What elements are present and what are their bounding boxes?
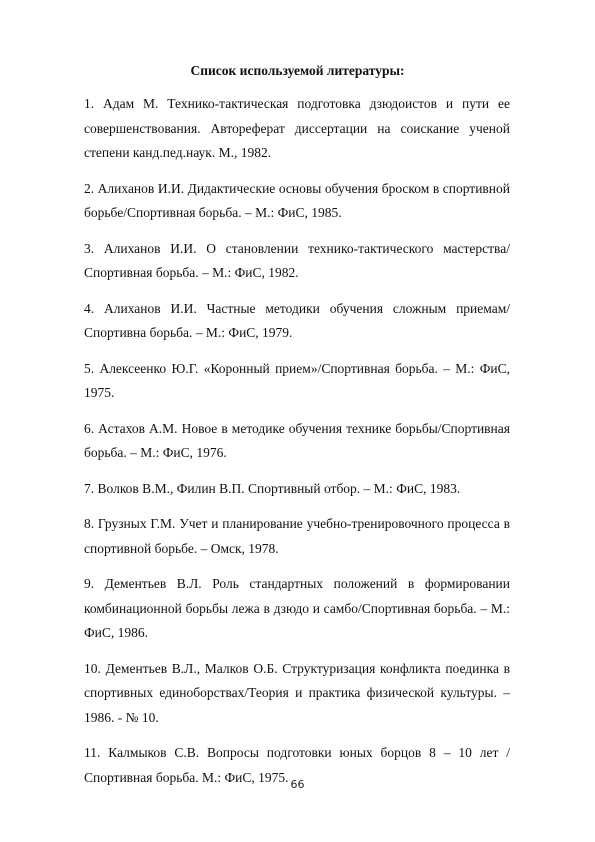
reference-list bbox=[84, 92, 510, 801]
page-number: 66 bbox=[290, 778, 305, 791]
reference-item-7: 7. Волков В.М., Филин В.П. Спортивный отбор. – М.: ФиС, 1983. bbox=[84, 480, 461, 496]
reference-item-3: 3. Алиханов И.И. О становлении технико-тактического мастерства/Спортивная борьба. – М.: ФиС, 1982. bbox=[84, 240, 510, 280]
reference-item-8: 8. Грузных Г.М. Учет и планирование учебно-тренировочного процесса в спортивной борьбе. – Омск, 1978. bbox=[84, 516, 510, 556]
reference-item-5: 5. Алексеенко Ю.Г. «Коронный прием»/Спортивная борьба. – М.: ФиС, 1975. bbox=[84, 360, 510, 400]
reference-item-1: 1. Адам М. Технико-тактическая подготовка дзюдоистов и пути ее совершенствования. Автореферат диссертации на соискание ученой степени канд.пед.наук. М., 1982. bbox=[84, 96, 510, 160]
reference-item-6: 6. Астахов А.М. Новое в методике обучения технике борьбы/Спортивная борьба. – М.: ФиС, 1976. bbox=[84, 420, 510, 460]
reference-item-9: 9. Дементьев В.Л. Роль стандартных положений в формировании комбинационной борьбы лежа в дзюдо и самбо/Спортивная борьба. – М.: ФиС, 1986. bbox=[84, 576, 510, 640]
reference-item-2: 2. Алиханов И.И. Дидактические основы обучения броском в спортивной борьбе/Спортивная борьба. – М.: ФиС, 1985. bbox=[84, 180, 510, 220]
page-title: Список используемой литературы: bbox=[190, 63, 405, 78]
reference-item-10: 10. Дементьев В.Л., Малков О.Б. Структуризация конфликта поединка в спортивных единоборствах/Теория и практика физической культуры. – 1986. - № 10. bbox=[84, 660, 510, 725]
reference-item-4: 4. Алиханов И.И. Частные методики обучения сложным приемам/Спортивна борьба. – М.: ФиС, 1979. bbox=[84, 300, 510, 340]
reference-item-11: 11. Калмыков С.В. Вопросы подготовки юных борцов 8 – 10 лет / Спортивная борьба. М.: ФиС, 1975. bbox=[84, 745, 510, 785]
